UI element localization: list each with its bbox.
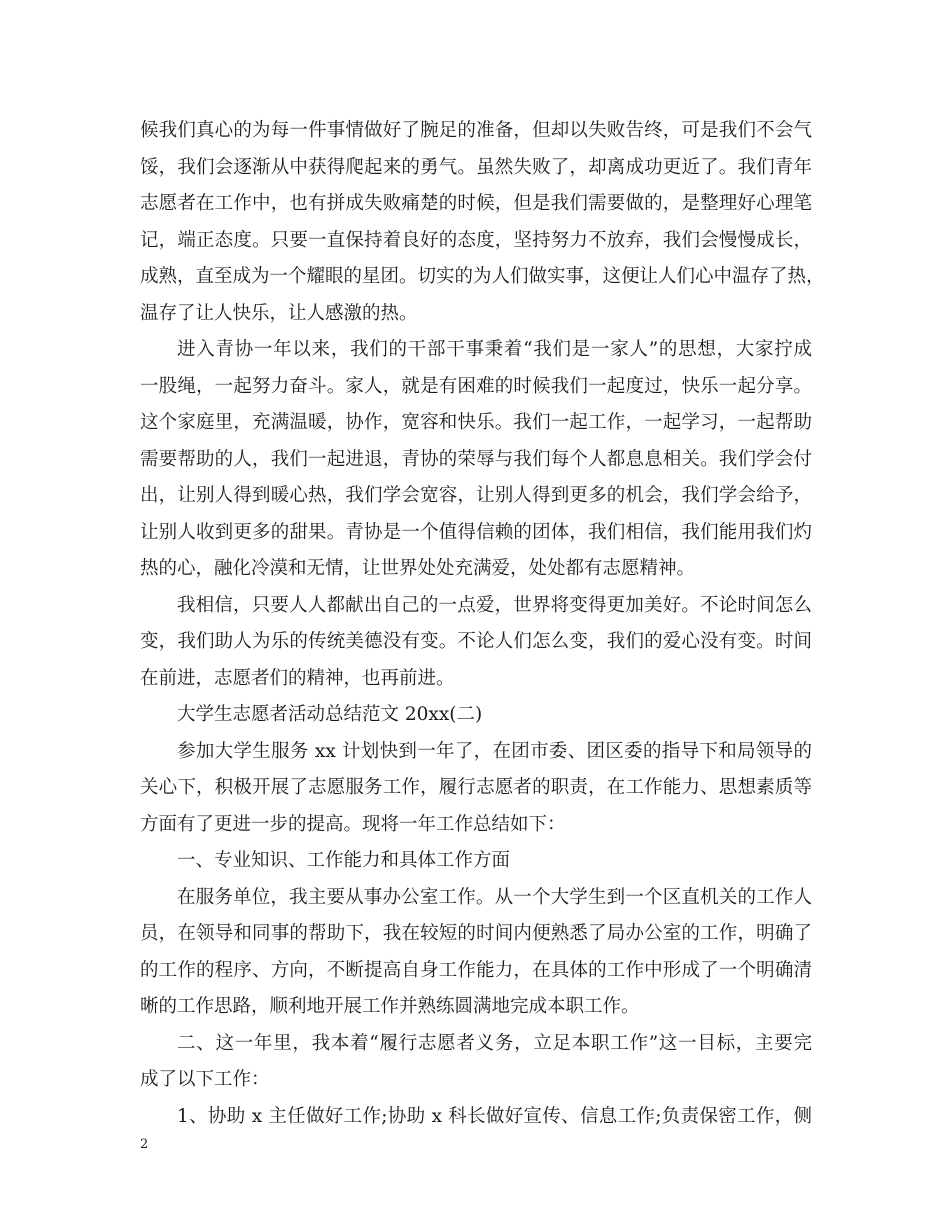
- text-line: 记，端正态度。只要一直保持着良好的态度，坚持努力不放弃，我们会慢慢成长，: [140, 229, 812, 251]
- text-line: 晰的工作思路，顺利地开展工作并熟练圆满地完成本职工作。: [140, 996, 640, 1017]
- paragraph-start-line: 二、这一年里，我本着“履行志愿者义务，立足本职工作”这一目标，主要完: [177, 1032, 812, 1054]
- section-title: 大学生志愿者活动总结范文 20xx(二): [177, 704, 483, 725]
- text-line: 成了以下工作：: [140, 1069, 270, 1090]
- text-line: 馁，我们会逐渐从中获得爬起来的勇气。虽然失败了，却离成功更近了。我们青年: [140, 156, 812, 178]
- text-line: 一股绳，一起努力奋斗。家人，就是有困难的时候我们一起度过，快乐一起分享。: [140, 375, 812, 397]
- text-line: 方面有了更进一步的提高。现将一年工作总结如下：: [140, 813, 566, 835]
- text-line: 出，让别人得到暖心热，我们学会宽容，让别人得到更多的机会，我们学会给予，: [140, 485, 812, 506]
- body-text: [140, 113, 825, 1135]
- paragraph-start-line: 进入青协一年以来，我们的干部干事秉着“我们是一家人”的思想，大家拧成: [177, 339, 812, 360]
- text-line: 需要帮助的人，我们一起进退，青协的荣辱与我们每个人都息息相关。我们学会付: [140, 448, 812, 470]
- text-line: 热的心，融化冷漠和无情，让世界处处充满爱，处处都有志愿精神。: [140, 558, 696, 579]
- text-line: 的工作的程序、方向，不断提高自身工作能力，在具体的工作中形成了一个明确清: [140, 959, 812, 981]
- subsection-heading: 一、专业知识、工作能力和具体工作方面: [177, 850, 511, 871]
- text-line: 在前进，志愿者们的精神，也再前进。: [140, 667, 455, 689]
- text-line: 志愿者在工作中，也有拼成失败痛楚的时候，但是我们需要做的，是整理好心理笔: [140, 193, 812, 214]
- text-line: 变，我们助人为乐的传统美德没有变。不论人们怎么变，我们的爱心没有变。时间: [140, 631, 812, 652]
- text-line: 员，在领导和同事的帮助下，我在较短的时间内便熟悉了局办公室的工作，明确了: [140, 923, 812, 944]
- text-line: 温存了让人快乐，让人感激的热。: [140, 302, 418, 324]
- paragraph-start-line: 在服务单位，我主要从事办公室工作。从一个大学生到一个区直机关的工作人: [177, 886, 812, 908]
- paragraph-start-line: 参加大学生服务 xx 计划快到一年了，在团市委、团区委的指导下和局领导的: [177, 740, 812, 762]
- paragraph-start-line: 1、协助 x 主任做好工作;协助 x 科长做好宣传、信息工作;负责保密工作，侧: [177, 1105, 812, 1127]
- text-line: 让别人收到更多的甜果。青协是一个值得信赖的团体，我们相信，我们能用我们灼: [140, 521, 812, 543]
- text-line: 关心下，积极开展了志愿服务工作，履行志愿者的职责，在工作能力、思想素质等: [140, 777, 812, 798]
- page-number: 2: [140, 1137, 149, 1152]
- text-line: 这个家庭里，充满温暖，协作，宽容和快乐。我们一起工作，一起学习，一起帮助: [140, 412, 812, 433]
- paragraph-start-line: 我相信，只要人人都献出自己的一点爱，世界将变得更加美好。不论时间怎么: [177, 594, 812, 616]
- text-line: 成熟，直至成为一个耀眼的星团。切实的为人们做实事，这便让人们心中温存了热，: [140, 266, 825, 287]
- text-line: 候我们真心的为每一件事情做好了腕足的准备，但却以失败告终，可是我们不会气: [140, 120, 812, 141]
